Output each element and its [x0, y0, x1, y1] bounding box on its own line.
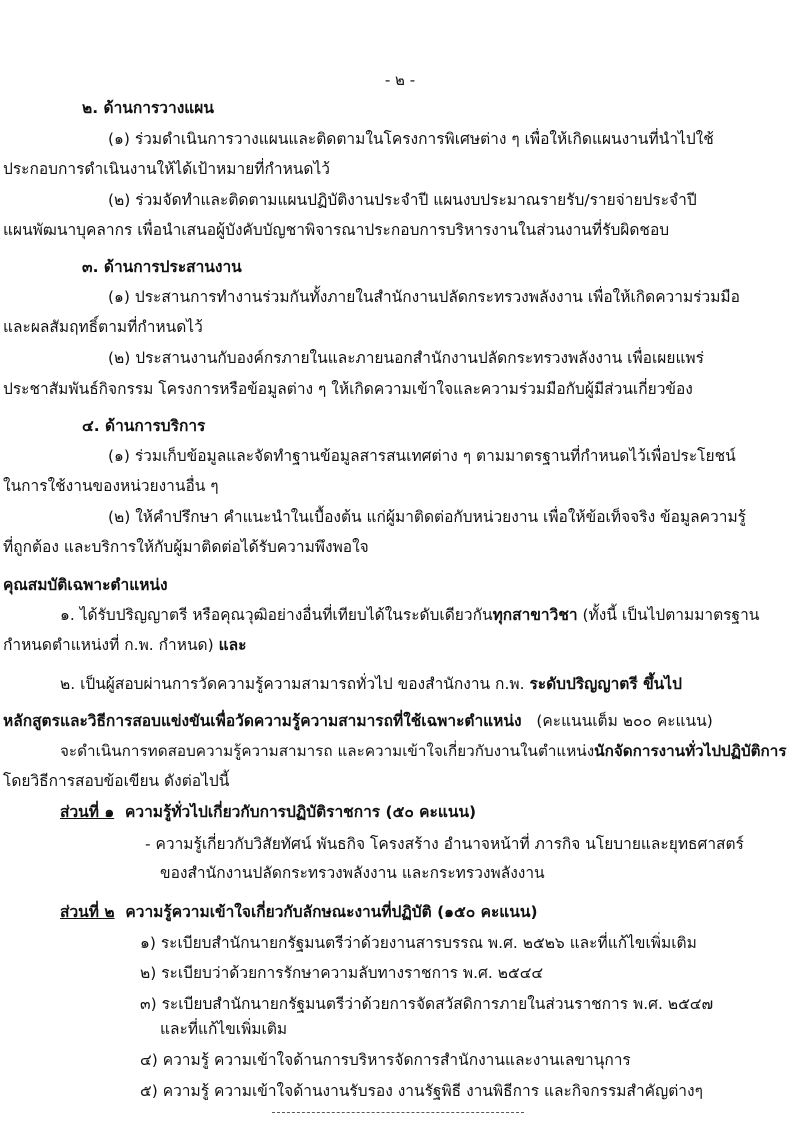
exam-position-name: นักจัดการงานทั่วไปปฏิบัติการ [594, 742, 787, 760]
paragraph-line: (๒) ประสานงานกับองค์กรภายในและภายนอกสำนักงานปลัดกระทรวงพลังงาน เพื่อเผยแพร่ [108, 349, 704, 367]
qualification-1-and: และ [218, 636, 247, 654]
section-heading-planning: ๒. ด้านการวางแผน [82, 99, 214, 117]
qualification-1-cont [3, 635, 246, 655]
exam-heading [3, 711, 713, 731]
qualification-1-note: (ทั้งนี้ เป็นไปตามมาตรฐาน [577, 606, 760, 624]
qualification-2-text: ๒. เป็นผู้สอบผ่านการวัดความรู้ความสามารถทั่วไป ของสำนักงาน ก.พ. [60, 675, 530, 693]
paragraph-line: (๑) ร่วมเก็บข้อมูลและจัดทำฐานข้อมูลสารสนเทศต่าง ๆ ตามมาตรฐานที่กำหนดไว้เพื่อประโยชน์ [108, 447, 736, 465]
page-number: - ๒ - [384, 71, 416, 89]
paragraph-line: ประกอบการดำเนินงานให้ได้เป้าหมายที่กำหนดไว้ [3, 160, 330, 178]
exam-part-2-item-3-cont: และที่แก้ไขเพิ่มเติม [160, 1020, 288, 1038]
qualification-2-level: ระดับปริญญาตรี ขึ้นไป [529, 675, 682, 693]
section-heading-coordination: ๓. ด้านการประสานงาน [82, 258, 242, 276]
exam-part-1-title: ความรู้ทั่วไปเกี่ยวกับการปฏิบัติราชการ (๕๐ คะแนน) [125, 803, 477, 821]
paragraph-line: และผลสัมฤทธิ์ตามที่กำหนดไว้ [3, 318, 203, 336]
exam-part-2-item-2: ๒) ระเบียบว่าด้วยการรักษาความลับทางราชการ พ.ศ. ๒๕๔๔ [140, 964, 544, 982]
exam-intro [60, 741, 787, 761]
qualification-1 [60, 605, 759, 625]
paragraph-line: ในการใช้งานของหน่วยงานอื่น ๆ [3, 477, 219, 495]
exam-intro-cont: โดยวิธีการสอบข้อเขียน ดังต่อไปนี้ [3, 772, 230, 790]
section-heading-service: ๔. ด้านการบริการ [82, 417, 206, 435]
end-divider [272, 1112, 524, 1113]
exam-part-2-title: ความรู้ความเข้าใจเกี่ยวกับลักษณะงานที่ปฏิบัติ (๑๕๐ คะแนน) [125, 903, 538, 921]
paragraph-line: (๒) ให้คำปรึกษา คำแนะนำในเบื้องต้น แก่ผู้มาติดต่อกับหน่วยงาน เพื่อให้ข้อเท็จจริง ข้อมูลความรู้ [108, 508, 746, 526]
exam-part-2-item-3: ๓) ระเบียบสำนักนายกรัฐมนตรีว่าด้วยการจัดสวัสดิการภายในส่วนราชการ พ.ศ. ๒๕๔๗ [140, 995, 714, 1013]
exam-part-1-item: - ความรู้เกี่ยวกับวิสัยทัศน์ พันธกิจ โครงสร้าง อำนาจหน้าที่ ภารกิจ นโยบายและยุทธศาสตร์ [145, 835, 744, 853]
exam-part-2-item-4: ๔) ความรู้ ความเข้าใจด้านการบริหารจัดการสำนักงานและงานเลขานุการ [140, 1051, 631, 1069]
exam-part-2-item-5: ๕) ความรู้ ความเข้าใจด้านงานรับรอง งานรัฐพิธี งานพิธีการ และกิจกรรมสำคัญต่างๆ [140, 1082, 703, 1100]
exam-total-score: (คะแนนเต็ม ๒๐๐ คะแนน) [536, 712, 713, 730]
paragraph-line: แผนพัฒนาบุคลากร เพื่อนำเสนอผู้บังคับบัญชาพิจารณาประกอบการบริหารงานในส่วนงานที่รับผิดชอบ [3, 221, 670, 239]
qualification-1-text: ๑. ได้รับปริญญาตรี หรือคุณวุฒิอย่างอื่นที่เทียบได้ในระดับเดียวกัน [60, 606, 493, 624]
qualification-1-cont-text: กำหนดตำแหน่งที่ ก.พ. กำหนด) [3, 636, 219, 654]
paragraph-line: (๒) ร่วมจัดทำและติดตามแผนปฏิบัติงานประจำปี แผนงบประมาณรายรับ/รายจ่ายประจำปี [108, 191, 697, 209]
exam-part-1-item-cont: ของสำนักงานปลัดกระทรวงพลังงาน และกระทรวงพลังงาน [160, 864, 545, 882]
paragraph-line: (๑) ร่วมดำเนินการวางแผนและติดตามในโครงการพิเศษต่าง ๆ เพื่อให้เกิดแผนงานที่นำไปใช้ [108, 130, 714, 148]
qualifications-heading: คุณสมบัติเฉพาะตำแหน่ง [3, 576, 168, 594]
paragraph-line: (๑) ประสานการทำงานร่วมกันทั้งภายในสำนักงานปลัดกระทรวงพลังงาน เพื่อให้เกิดความร่วมมือ [108, 288, 740, 306]
exam-heading-title: หลักสูตรและวิธีการสอบแข่งขันเพื่อวัดความรู้ความสามารถที่ใช้เฉพาะตำแหน่ง [3, 712, 522, 730]
qualification-1-field: ทุกสาขาวิชา [492, 606, 578, 624]
paragraph-line: ประชาสัมพันธ์กิจกรรม โครงการหรือข้อมูลต่าง ๆ ให้เกิดความเข้าใจและความร่วมมือกับผู้มีส่วนเกี่ยวข้อง [3, 380, 693, 398]
exam-part-1-label: ส่วนที่ ๑ [60, 803, 115, 821]
exam-part-2-item-1: ๑) ระเบียบสำนักนายกรัฐมนตรีว่าด้วยงานสารบรรณ พ.ศ. ๒๕๒๖ และที่แก้ไขเพิ่มเติม [140, 934, 697, 952]
qualification-2 [60, 674, 682, 694]
paragraph-line: ที่ถูกต้อง และบริการให้กับผู้มาติดต่อได้รับความพึงพอใจ [3, 538, 369, 556]
exam-part-2-label: ส่วนที่ ๒ [60, 903, 115, 921]
exam-part-1 [60, 802, 476, 822]
exam-intro-text: จะดำเนินการทดสอบความรู้ความสามารถ และความเข้าใจเกี่ยวกับงานในตำแหน่ง [60, 742, 595, 760]
exam-part-2 [60, 902, 538, 922]
